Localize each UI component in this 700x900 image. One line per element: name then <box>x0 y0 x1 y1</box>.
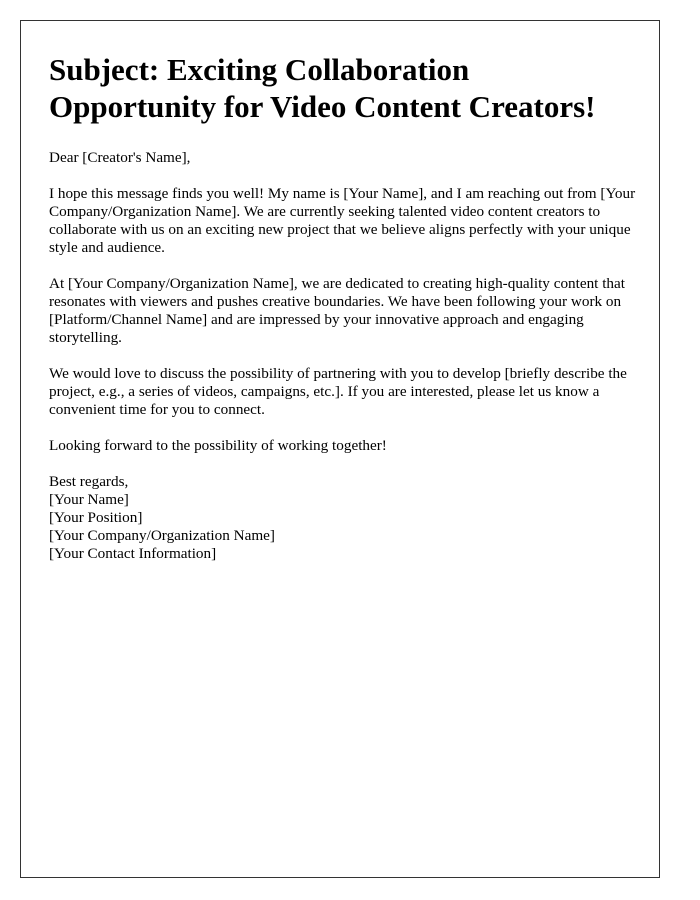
signature-company: [Your Company/Organization Name] <box>49 527 275 544</box>
signature-name: [Your Name] <box>49 491 129 508</box>
letter-salutation: Dear [Creator's Name], <box>49 149 191 166</box>
signature-contact: [Your Contact Information] <box>49 545 217 562</box>
letter-page <box>20 20 660 878</box>
letter-paragraph-intro: I hope this message finds you well! My name is [Your Name], and I am reaching out from [Your Company/Organization Name]. We are currently seeking talented video content creators to collaborate with us on an exciting new project that we believe aligns perfectly with your unique style and audience. <box>49 185 636 256</box>
letter-content <box>49 51 639 563</box>
letter-subject: Subject: Exciting Collaboration Opportunity for Video Content Creators! <box>49 52 596 124</box>
signature-position: [Your Position] <box>49 509 143 526</box>
letter-closing-line: Looking forward to the possibility of working together! <box>49 437 387 454</box>
letter-signature-block <box>49 473 639 563</box>
letter-paragraph-proposal: We would love to discuss the possibility of partnering with you to develop [briefly describe the project, e.g., a series of videos, campaigns, etc.]. If you are interested, please let us know a convenient time for you to connect. <box>49 365 627 418</box>
signature-sign-off: Best regards, <box>49 473 129 490</box>
letter-paragraph-company: At [Your Company/Organization Name], we are dedicated to creating high-quality content that resonates with viewers and pushes creative boundaries. We have been following your work on [Platform/Channel Name] and are impressed by your innovative approach and engaging storytelling. <box>49 275 625 346</box>
